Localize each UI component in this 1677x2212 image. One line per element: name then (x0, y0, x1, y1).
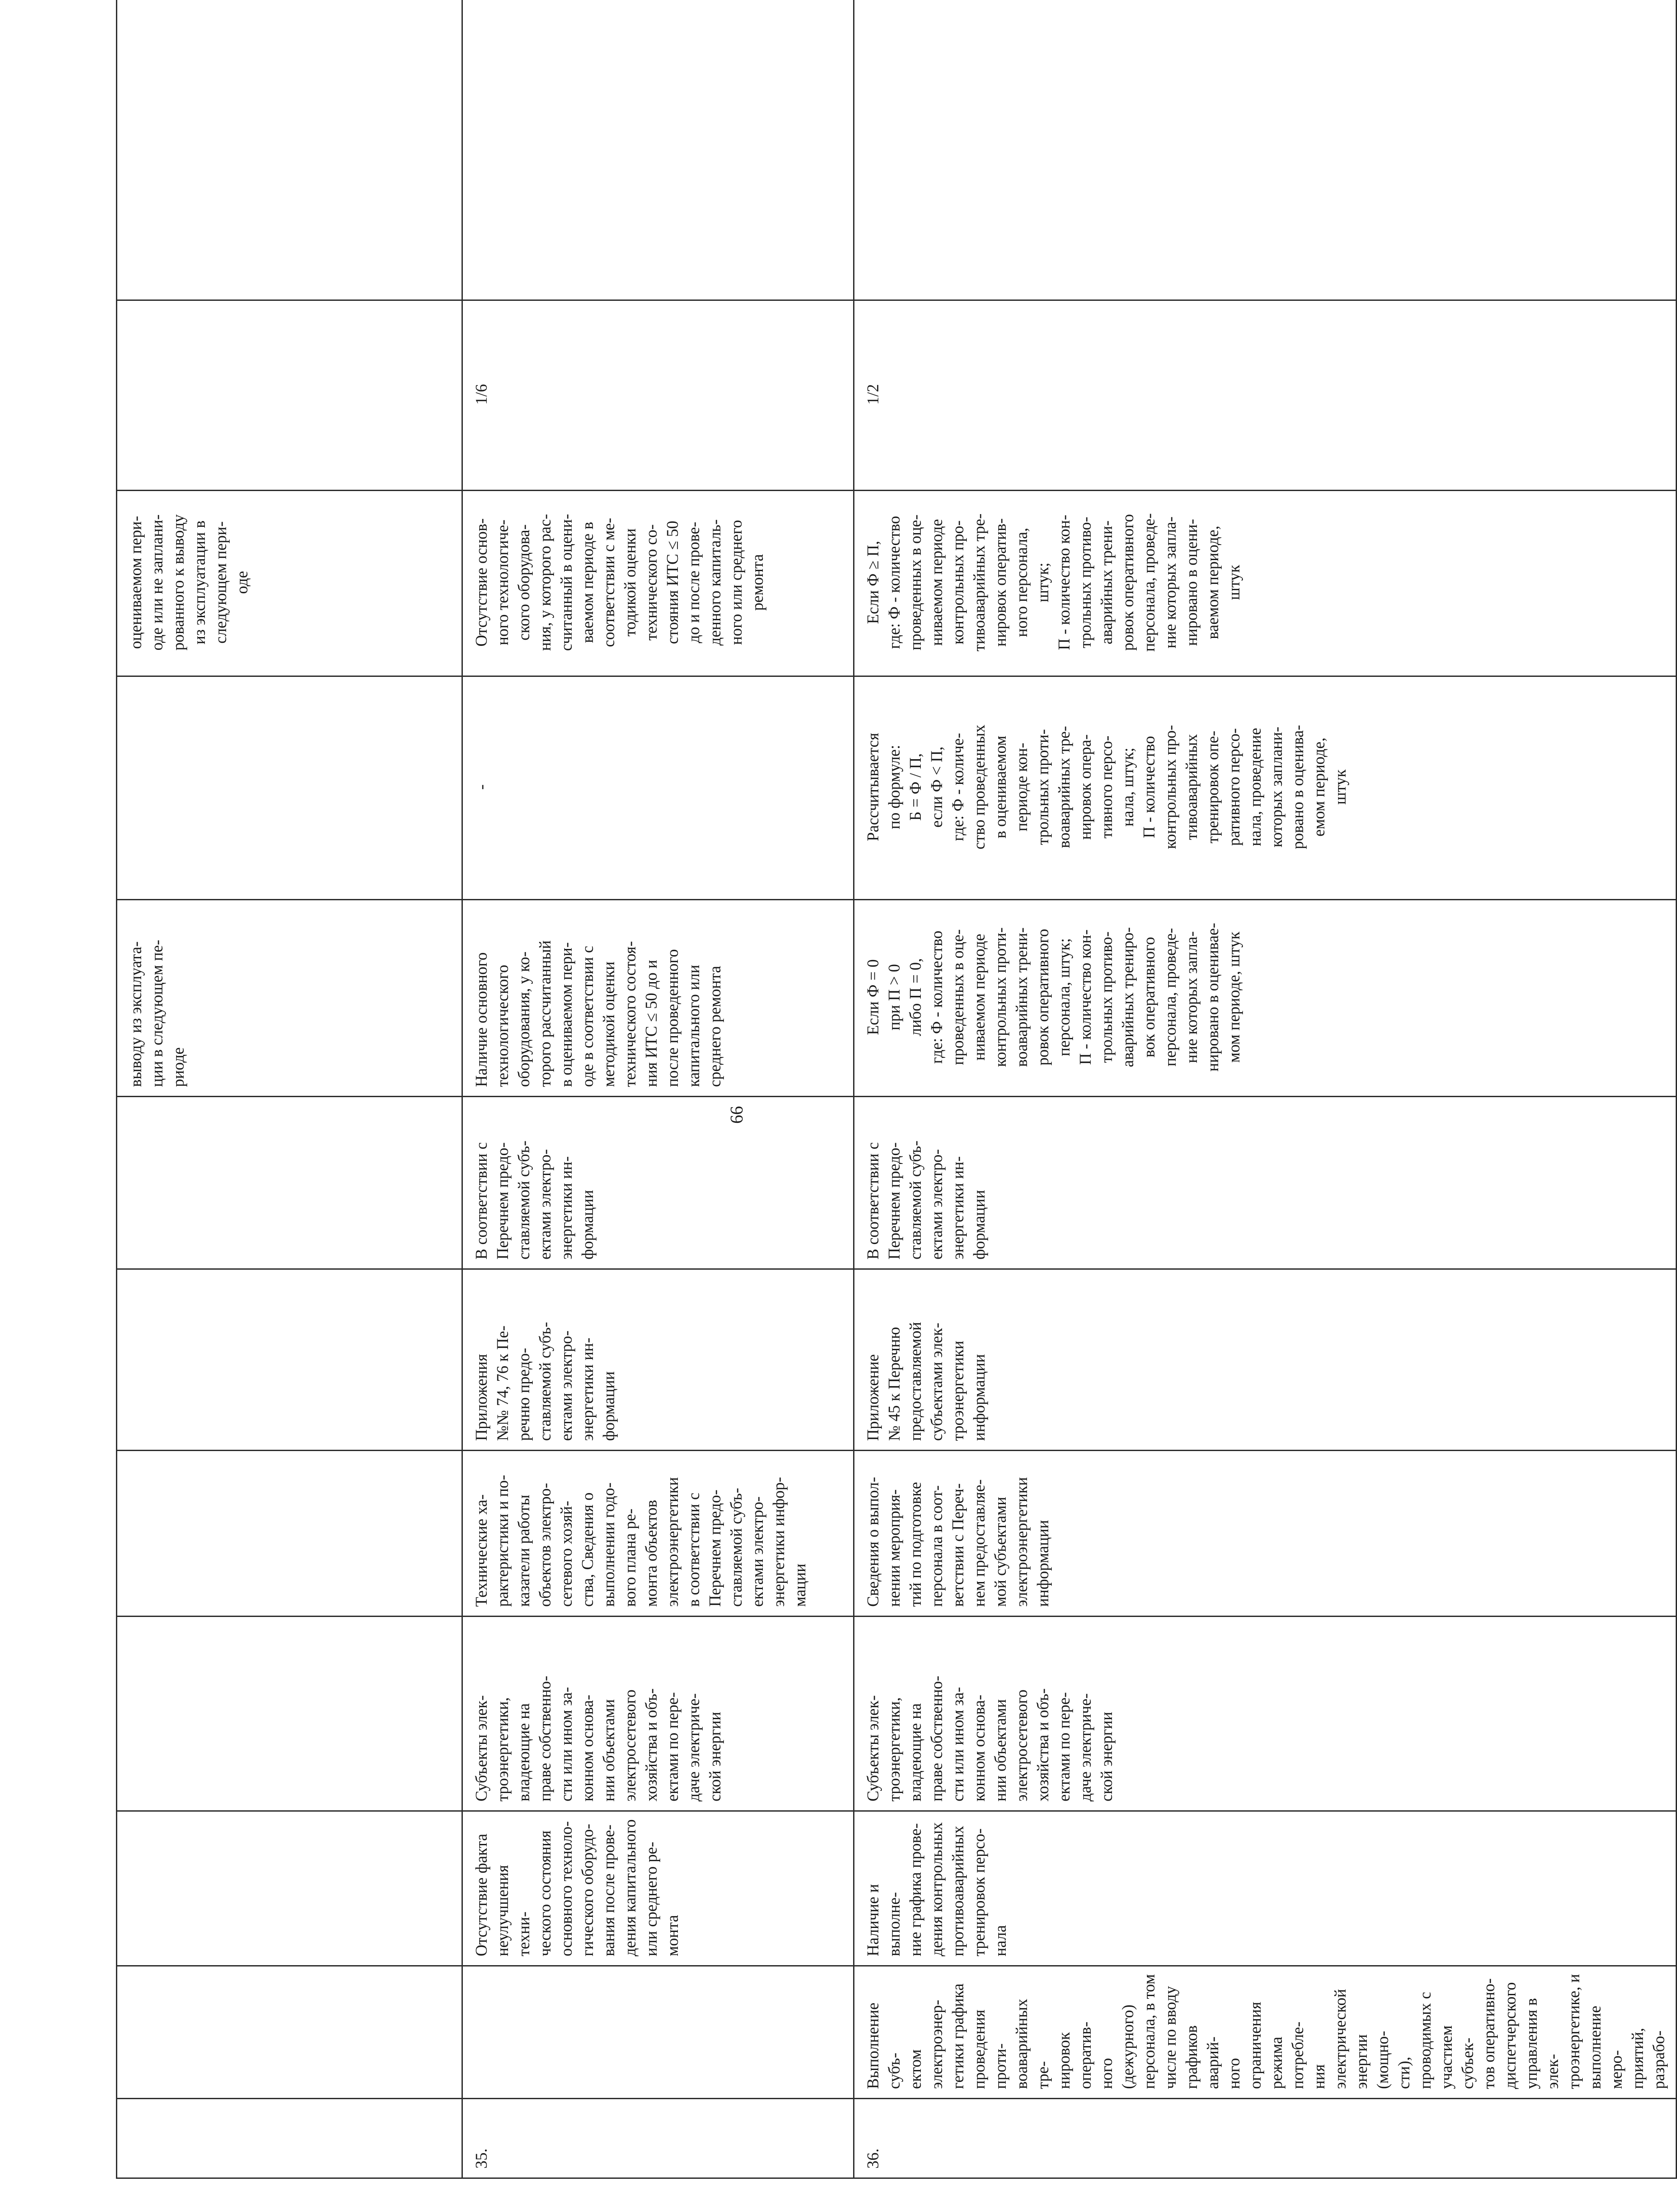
cell-text: выводу из эксплуата- ции в следующем пе- риоде (127, 940, 187, 1087)
cell-form (462, 1269, 854, 1451)
cell-condition-zero (462, 900, 854, 1097)
cell-period (462, 1097, 854, 1269)
cell-subject (462, 1966, 854, 2099)
cell-period (117, 1097, 462, 1269)
cell-text: Отсутствие факта неулучшения техни- ческого состояния основного техноло- гического оборудо- вания после прове- дения капитального или среднего ре- монта (472, 1819, 681, 1956)
cell-condition-one (117, 491, 462, 676)
cell-text: Субъекты элек- троэнергетики, владеющие на праве собственно- сти или ином за- конном основа- нии объектами электросетевого хозяйства и объ- ектами по пере- даче электриче- ской энергии (472, 1675, 724, 1801)
cell-form (854, 1269, 1677, 1451)
cell-blank (854, 0, 1677, 300)
row-number-text: 36. (864, 2148, 882, 2169)
cell-info-source (117, 1451, 462, 1617)
cell-weight (854, 300, 1677, 491)
table-row-36 (854, 0, 1677, 2178)
cell-text: Если Ф ≥ П, где: Ф - количество проведенных в оце- ниваемом периоде контрольных про- тивоаварийных тре- нировок оператив- ного персонала, штук; П - количество кон- трольных противо- аварийных трени- ровок оперативного персонала, проведе- ние которых запла- нировано в оцени- ваемом периоде, штук (864, 513, 1243, 652)
cell-text: Если Ф = 0 при П > 0 либо П = 0, где: Ф - количество проведенных в оце- ниваемом периоде контрольных проти- воаварийных трени- ровок оперативного персонала, штук; П - количество кон- трольных противо- аварийных трениро- вок оперативного персонала, проведе- ние которых запла- нировано в оценивае- мом периоде, штук (864, 922, 1243, 1072)
row-number (462, 2099, 854, 2178)
cell-text: Рассчитывается по формуле: Б = Ф / П, если Ф < П, где: Ф - количе- ство проведенных в оцениваемом периоде кон- трольных проти- воаварийных тре- нировок опера- тивного персо- нала, штук; П - количество контрольных про- тивоаварийных тренировок опе- ративного персо- нала, проведение которых заплани- ровано в оценива- емом периоде, штук (864, 725, 1349, 849)
cell-text: - (472, 784, 490, 790)
cell-condition-one (462, 491, 854, 676)
cell-form (117, 1269, 462, 1451)
cell-condition-one (854, 491, 1677, 676)
cell-formula (854, 676, 1677, 900)
cell-text: 1/2 (864, 384, 882, 405)
cell-text: оцениваемом пери- оде или не заплани- рованного к выводу из эксплуатации в следующем пери- оде (127, 514, 251, 651)
cell-weight (462, 300, 854, 491)
cell-text: Субъекты элек- троэнергетики, владеющие на праве собственно- сти или ином за- конном основа- нии объектами электросетевого хозяйства и объ- ектами по пере- даче электриче- ской энергии (864, 1675, 1115, 1801)
cell-text: В соответствии с Перечнем предо- ставляемой субъ- ектами электро- энергетики ин- формации (864, 1141, 988, 1260)
cell-blank (117, 0, 462, 300)
cell-text: 1/6 (472, 384, 490, 405)
cell-text: Выполнение субъ- ектом электроэнер- гетики графика проведения проти- воаварийных тре- нировок оператив- ного (дежурного) персонала, в том числе по вводу графиков аварий- ного ограничения режима потребле- ния электрической энергии (мощно- сти), проводимых с участием субъек- тов оперативно- диспетчерского управления в элек- троэнергетике, и выполнение меро- приятий, разрабо- (864, 1974, 1668, 2089)
cell-text: Технические ха- рактеристики и по- казатели работы объектов электро- сетевого хозяй- ства, Сведения о выполнении годо- вого плана ре- монта объектов электроэнергетики в соответствии с Перечнем предо- ставляемой субъ- ектами электро- энергетики инфор- мации (472, 1475, 809, 1607)
row-number (854, 2099, 1677, 2178)
row-number-text: 35. (472, 2148, 490, 2169)
cell-subject (117, 1966, 462, 2099)
cell-info-source (462, 1451, 854, 1617)
cell-indicator (462, 1811, 854, 1966)
cell-info-source (854, 1451, 1677, 1617)
cell-text: Приложения №№ 74, 76 к Пе- речню предо- ставляемой субъ- ектами электро- энергетики ин- формации (472, 1322, 618, 1441)
table-row-35 (462, 0, 854, 2178)
page-number: 66 (727, 1106, 746, 1124)
cell-weight (117, 300, 462, 491)
cell-text: В соответствии с Перечнем предо- ставляемой субъ- ектами электро- энергетики ин- формации (472, 1141, 596, 1260)
cell-formula (462, 676, 854, 900)
cell-text: Отсутствие основ- ного технологиче- ского оборудова- ния, у которого рас- считанный в оцени- ваемом периоде в соответствии с ме- тодикой оценки технического со- стояния ИТС ≤ 50 до и после прове- денного капиталь- ного или среднего ремонта (472, 514, 766, 651)
cell-applicability (854, 1617, 1677, 1811)
cell-applicability (117, 1617, 462, 1811)
cell-blank (462, 0, 854, 300)
cell-condition-zero (854, 900, 1677, 1097)
cell-period (854, 1097, 1677, 1269)
rotated-table-container (116, 115, 1668, 2179)
table-row-fragment (117, 0, 462, 2178)
cell-indicator (854, 1811, 1677, 1966)
cell-indicator (117, 1811, 462, 1966)
cell-formula (117, 676, 462, 900)
cell-subject (854, 1966, 1677, 2099)
cell-text: Наличие и выполне- ние графика прове- дения контрольных противоаварийных тренировок персо- нала (864, 1822, 1009, 1956)
cell-applicability (462, 1617, 854, 1811)
cell-text: Сведения о выпол- нении мероприя- тий по подготовке персонала в соот- ветствии с Переч- нем предоставляе- мой субъектами электроэнергетики информации (864, 1477, 1052, 1607)
cell-text: Приложение № 45 к Перечню предоставляемой субъектами элек- троэнергетики информации (864, 1322, 988, 1441)
criteria-table (116, 0, 1677, 2179)
cell-text: Наличие основного технологического оборудования, у ко- торого рассчитанный в оцениваемом пери- оде в соответствии с методикой оценки технического состоя- ния ИТС ≤ 50 до и после проведенного капитального или среднего ремонта (472, 940, 724, 1087)
cell-condition-zero (117, 900, 462, 1097)
cell-num (117, 2099, 462, 2178)
